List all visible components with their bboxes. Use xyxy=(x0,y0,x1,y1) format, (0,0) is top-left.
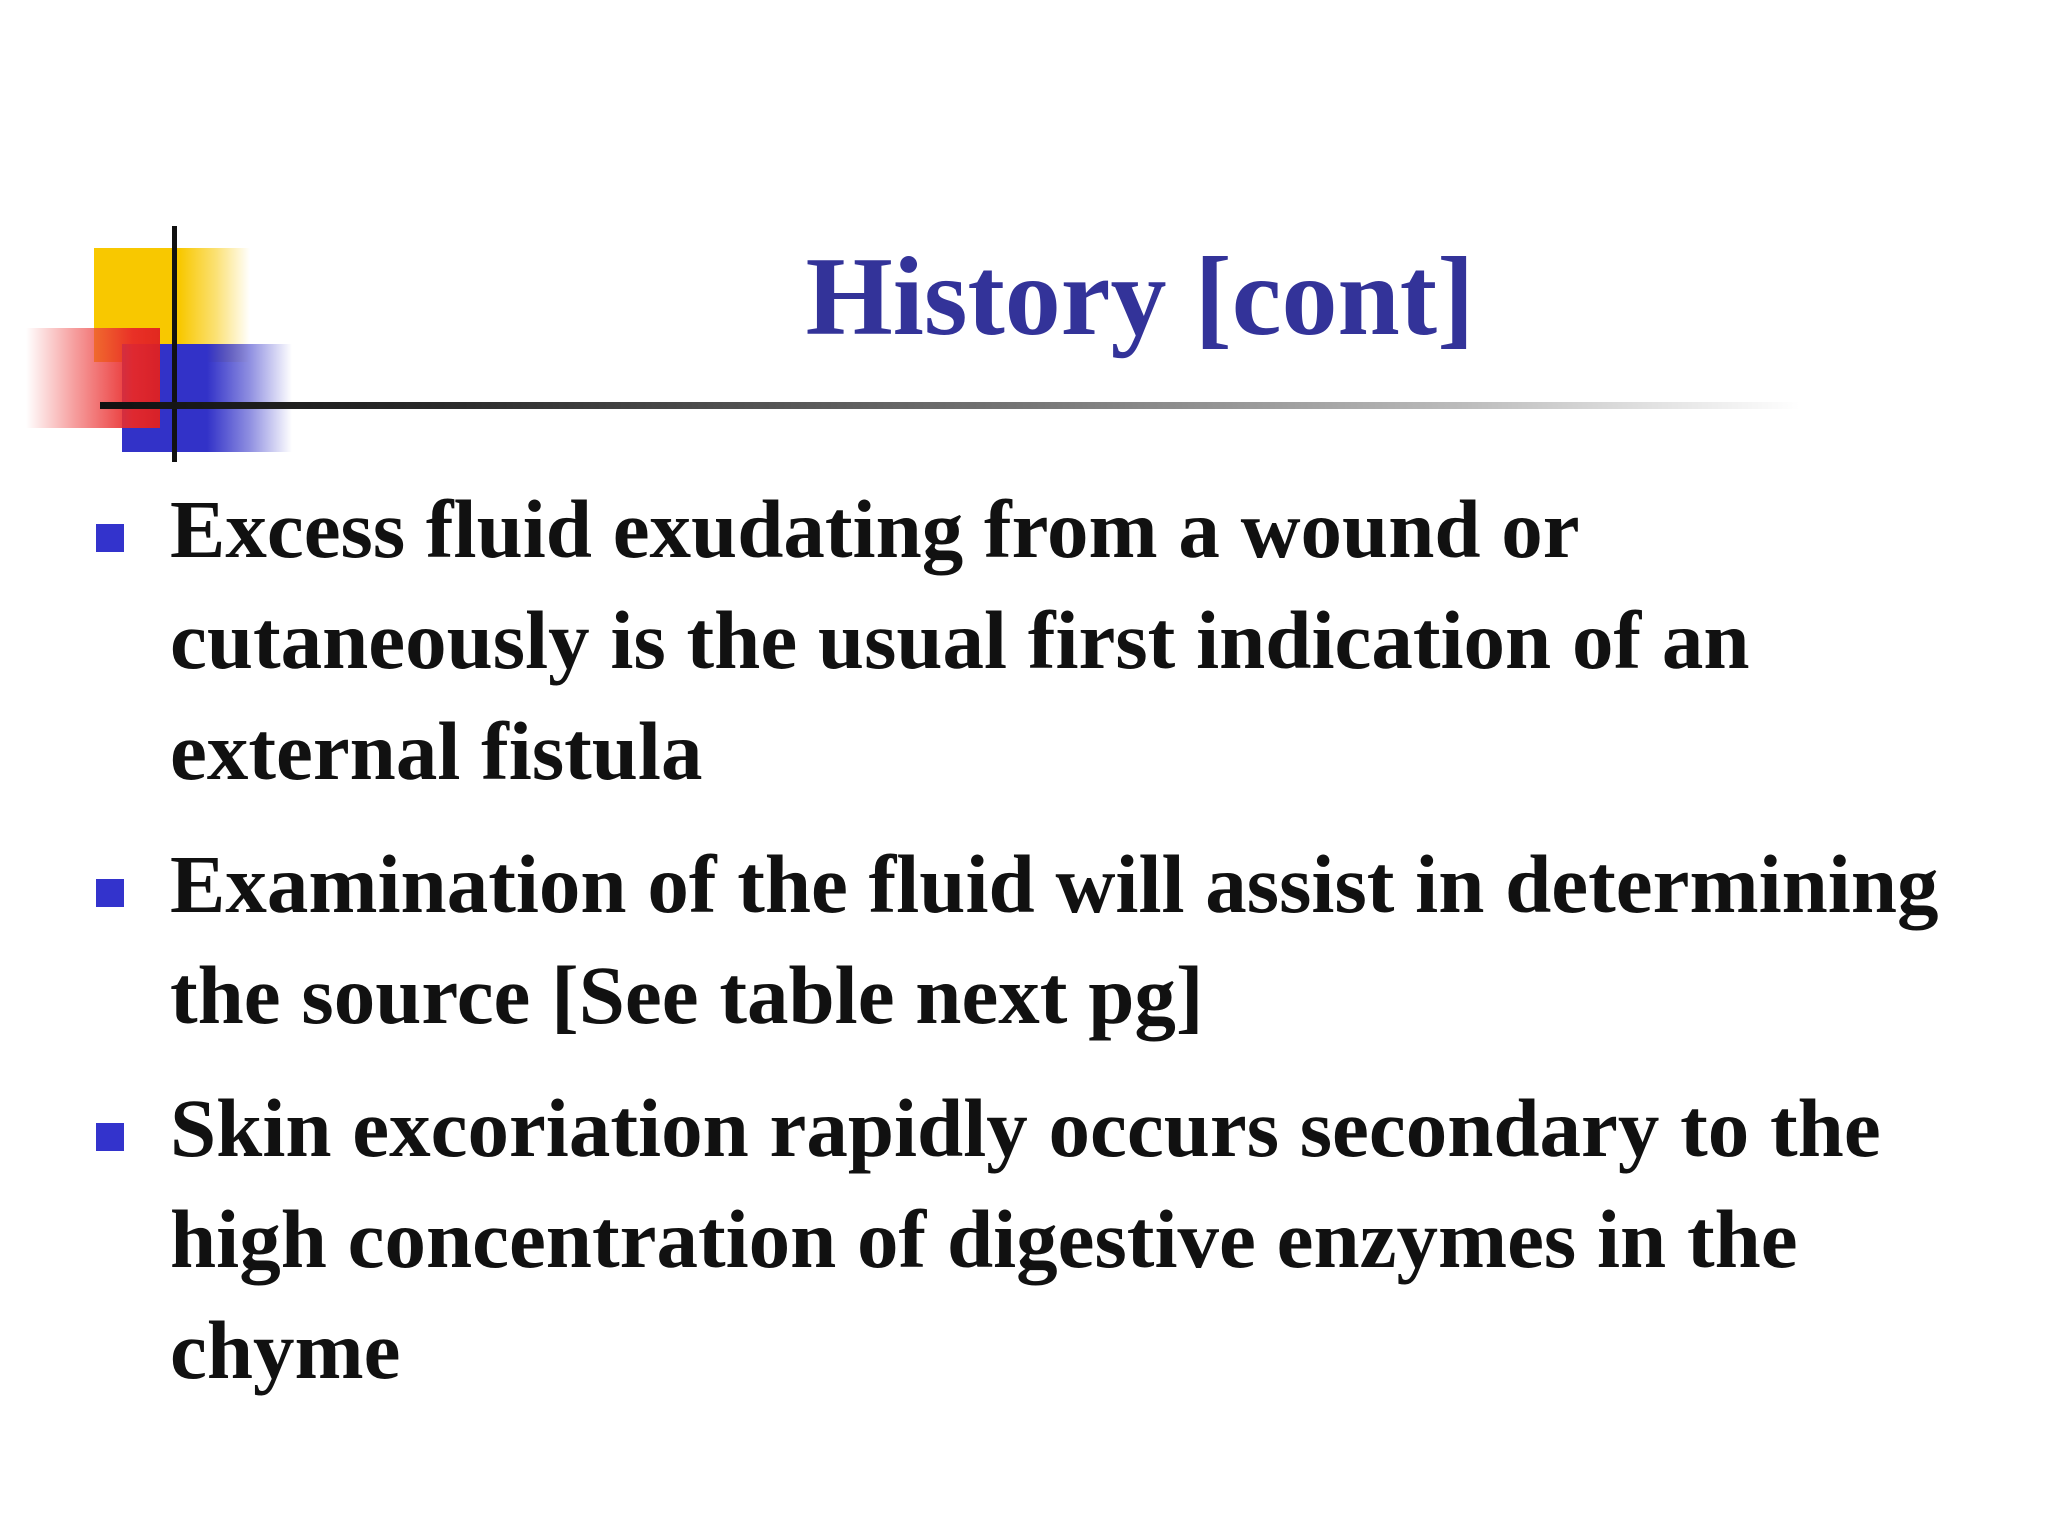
slide-title: History [cont] xyxy=(805,235,1475,359)
square-bullet-icon xyxy=(96,524,124,552)
bullet-text: Skin excoriation rapidly occurs secondary to the high concentration of digestive enzymes in the chyme xyxy=(170,1082,1881,1396)
decorative-vertical-line xyxy=(172,226,177,462)
bullet-list xyxy=(92,474,2012,1428)
bullet-text: Examination of the fluid will assist in determining the source [See table next pg] xyxy=(170,838,1939,1041)
title-underline xyxy=(100,402,1800,409)
square-bullet-icon xyxy=(96,879,124,907)
decorative-red-block xyxy=(26,328,160,428)
bullet-item xyxy=(92,1073,2012,1406)
square-bullet-icon xyxy=(96,1123,124,1151)
bullet-text: Excess fluid exudating from a wound or cutaneously is the usual first indication of an external fistula xyxy=(170,483,1750,797)
bullet-item xyxy=(92,829,2012,1051)
bullet-item xyxy=(92,474,2012,807)
